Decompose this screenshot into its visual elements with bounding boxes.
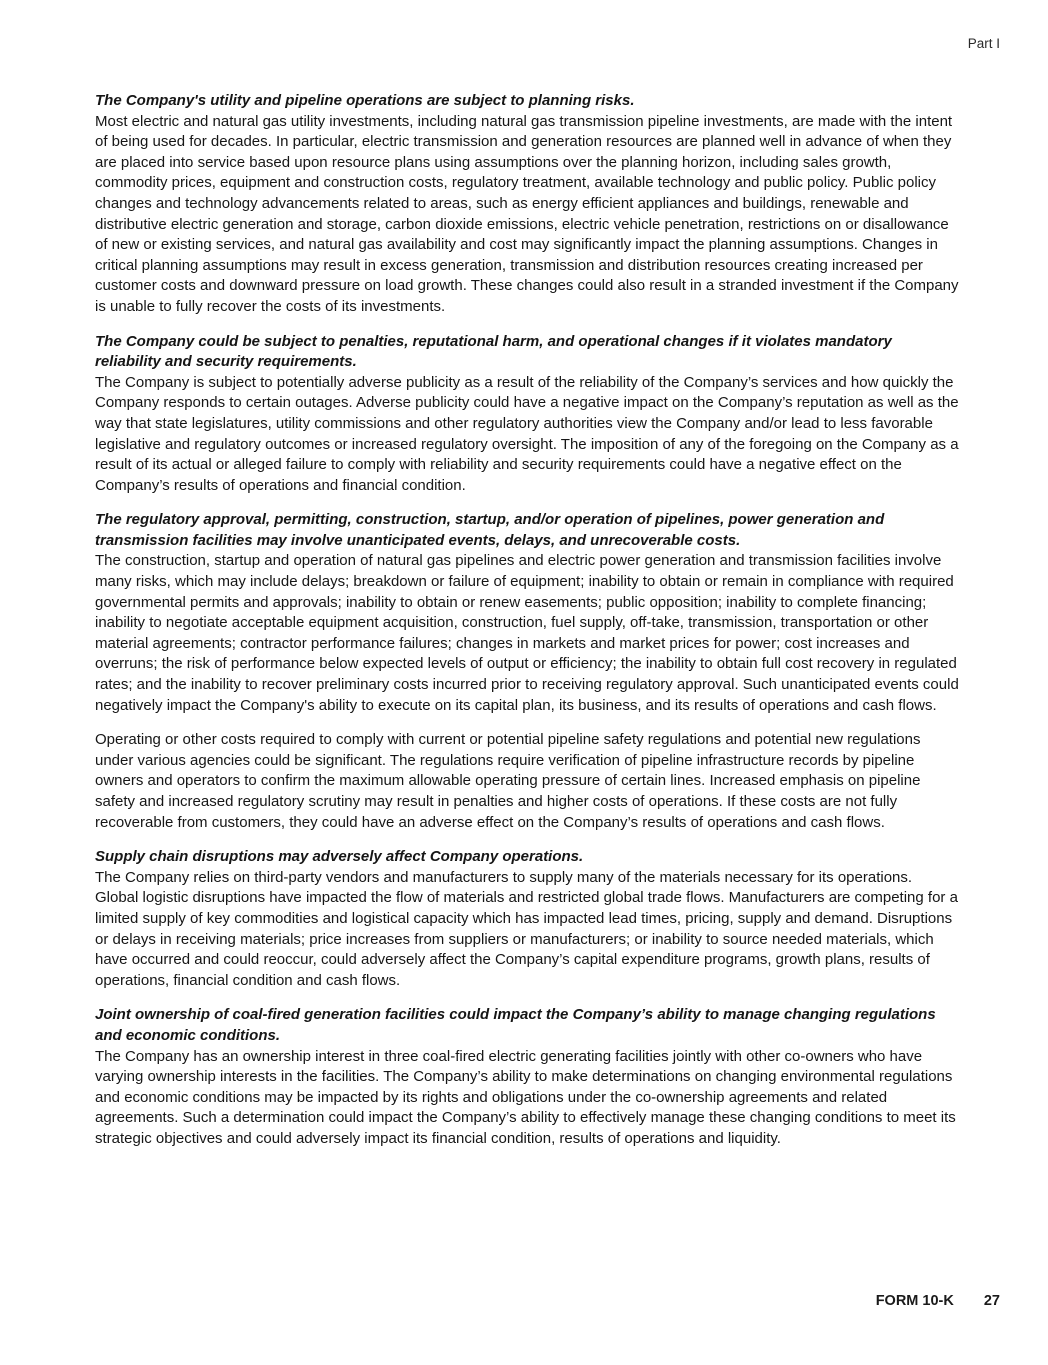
section-paragraph: Most electric and natural gas utility investments, including natural gas transmission pipeline investments, are made with the intent of being used for decades. In particular, electric transmission and generation resources are planned well in advance of when they are placed into service based upon resource plans using assumptions over the planning horizon, including sales growth, commodity prices, equipment and construction costs, regulatory treatment, available technology and public policy. Public policy changes and technology advancements related to areas, such as energy efficient appliances and buildings, renewable and distributive electric generation and storage, carbon dioxide emissions, electric vehicle penetration, restrictions on or disallowance of new or existing services, and natural gas availability and cost may significantly impact the planning assumptions. Changes in critical planning assumptions may result in excess generation, transmission and distribution resources creating increased per customer costs and downward pressure on load growth. These changes could also result in a stranded investment if the Company is unable to fully recover the costs of its investments. (95, 112, 959, 315)
risk-section-planning (95, 91, 959, 318)
form-label: FORM 10-K (875, 1293, 954, 1309)
part-label: Part I (967, 36, 1000, 51)
section-paragraph: The Company is subject to potentially adverse publicity as a result of the reliability of the Company’s services and how quickly the Company responds to certain outages. Adverse publicity could have a negative impact on the Company’s reputation as well as the way that state legislatures, utility commissions and other regulatory authorities view the Company and/or lead to less favorable legislative and regulatory outcomes or increased regulatory oversight. The imposition of any of the foregoing on the Company as a result of its actual or alleged failure to comply with reliability and security requirements could have a negative effect on the Company’s results of operations and financial condition. (95, 373, 959, 494)
section-heading: The Company could be subject to penalties, reputational harm, and operational changes if it violates mandatory reliability and security requirements. (95, 332, 892, 371)
section-paragraph: The Company has an ownership interest in three coal-fired electric generating facilities jointly with other co-owners who have varying ownership interests in the facilities. The Company’s ability to make determinations on changing environmental regulations and economic conditions may be impacted by its rights and obligations under the co-ownership agreements and related agreements. Such a determination could impact the Company’s ability to effectively manage these changing conditions to meet its strategic objectives and could adversely impact its financial condition, results of operations and liquidity. (95, 1047, 956, 1147)
page-header (95, 36, 1000, 52)
page-number: 27 (983, 1293, 1000, 1309)
section-heading: The Company's utility and pipeline operations are subject to planning risks. (95, 92, 635, 109)
section-paragraph: The construction, startup and operation of natural gas pipelines and electric power generation and transmission facilities involve many risks, which may include delays; breakdown or failure of equipment; inability to obtain or remain in compliance with required governmental permits and approvals; inability to obtain or renew easements; public opposition; inability to complete financing; inability to negotiate acceptable equipment acquisition, construction, fuel supply, off-take, transmission, transportation or other material agreements; contractor performance failures; changes in markets and market prices for power; cost increases and overruns; the risk of performance below expected levels of output or efficiency; the inability to obtain full cost recovery in regulated rates; and the inability to recover preliminary costs incurred prior to receiving regulatory approval. Such unanticipated events could negatively impact the Company's ability to execute on its capital plan, its business, and its results of operations and cash flows. (95, 552, 959, 714)
section-paragraph: The Company relies on third-party vendors and manufacturers to supply many of the materials necessary for its operations. Global logistic disruptions have impacted the flow of materials and restricted global trade flows. Manufacturers are competing for a limited supply of key commodities and logistical capacity which has impacted lead times, pricing, supply and demand. Disruptions or delays in receiving materials; price increases from suppliers or manufacturers; or inability to source needed materials, which have occurred and could reoccur, could adversely affect the Company’s capital expenditure programs, growth plans, results of operations, financial condition and cash flows. (95, 868, 958, 989)
section-heading: Supply chain disruptions may adversely affect Company operations. (95, 848, 584, 866)
risk-section-joint-ownership (95, 1005, 959, 1149)
document-body (95, 91, 959, 1164)
risk-section-regulatory-approval (95, 510, 959, 833)
section-heading: Joint ownership of coal-fired generation facilities could impact the Company’s ability to manage changing regulations and economic conditions. (95, 1006, 936, 1044)
risk-section-supply-chain (95, 847, 959, 991)
section-paragraph: Operating or other costs required to comply with current or potential pipeline safety regulations and potential new regulations under various agencies could be significant. The regulations require verification of pipeline infrastructure records by pipeline owners and operators to confirm the maximum allowable operating pressure of certain lines. Increased emphasis on pipeline safety and increased regulatory scrutiny may result in penalties and higher costs of operations. If these costs are not fully recoverable from customers, they could have an adverse effect on the Company’s results of operations and cash flows. (95, 731, 921, 831)
page-footer (95, 1293, 1000, 1309)
risk-section-reliability-security (95, 332, 959, 497)
section-heading: The regulatory approval, permitting, construction, startup, and/or operation of pipelines, power generation and transmission facilities may involve unanticipated events, delays, and unrecoverable costs. (95, 511, 885, 549)
